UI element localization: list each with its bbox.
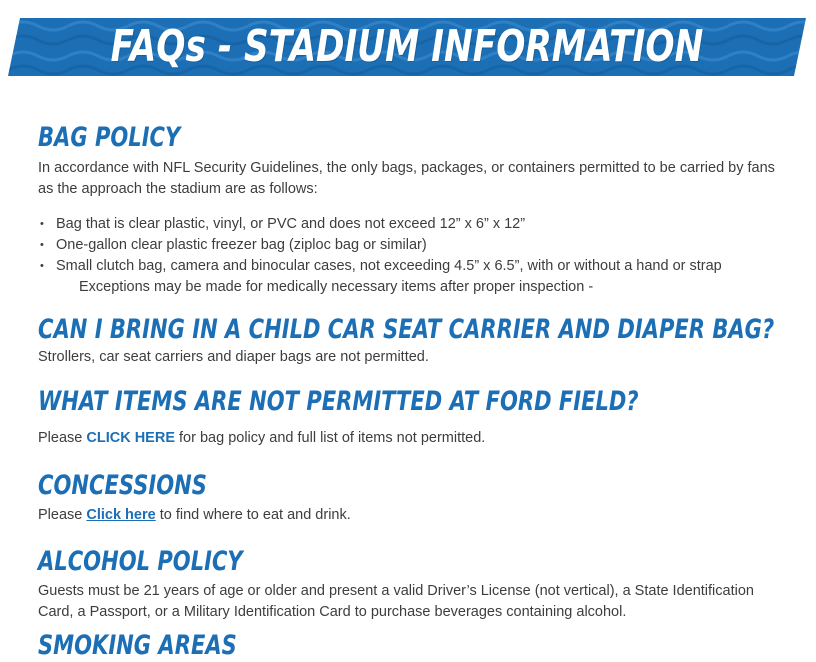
page-title: FAQs - STADIUM INFORMATION [110,21,704,72]
child-seat-body: Strollers, car seat carriers and diaper bags are not permitted. [38,349,429,365]
alcohol-policy-body: Guests must be 21 years of age or older and present a valid Driver’s License (not vertical), a State Identification Card, a Passport, or a Military Identification Card to purchase beverages containing alcohol. [38,583,754,620]
bag-policy-list [38,214,722,277]
bullet-icon: • [40,218,44,230]
bullet-icon: • [40,239,44,251]
not-permitted-body: Please CLICK HERE for bag policy and full list of items not permitted. [38,430,486,446]
concessions-heading: CONCESSIONS [38,470,207,501]
bag-policy-intro: In accordance with NFL Security Guidelines, the only bags, packages, or containers permitted to be carried by fans as the approach the stadium are as follows: [38,160,775,197]
concessions-link[interactable]: Click here [86,507,156,523]
smoking-areas-heading: SMOKING AREAS [38,630,237,661]
bag-policy-heading: BAG POLICY [38,122,181,153]
alcohol-policy-heading: ALCOHOL POLICY [38,546,243,577]
list-item: • Bag that is clear plastic, vinyl, or PVC and does not exceed 12” x 6” x 12” [38,214,722,235]
child-seat-heading: CAN I BRING IN A CHILD CAR SEAT CARRIER AND DIAPER BAG? [38,314,775,345]
list-item: • One-gallon clear plastic freezer bag (ziploc bag or similar) [38,235,722,256]
exception-note: Exceptions may be made for medically necessary items after proper inspection - [79,279,594,295]
list-item: • Small clutch bag, camera and binocular cases, not exceeding 4.5” x 6.5”, with or without a hand or strap [38,256,722,277]
not-permitted-link[interactable]: CLICK HERE [86,430,175,446]
bullet-icon: • [40,260,44,272]
concessions-body: Please Click here to find where to eat and drink. [38,507,351,523]
not-permitted-heading: WHAT ITEMS ARE NOT PERMITTED AT FORD FIELD? [38,386,639,417]
page-banner [8,18,806,76]
